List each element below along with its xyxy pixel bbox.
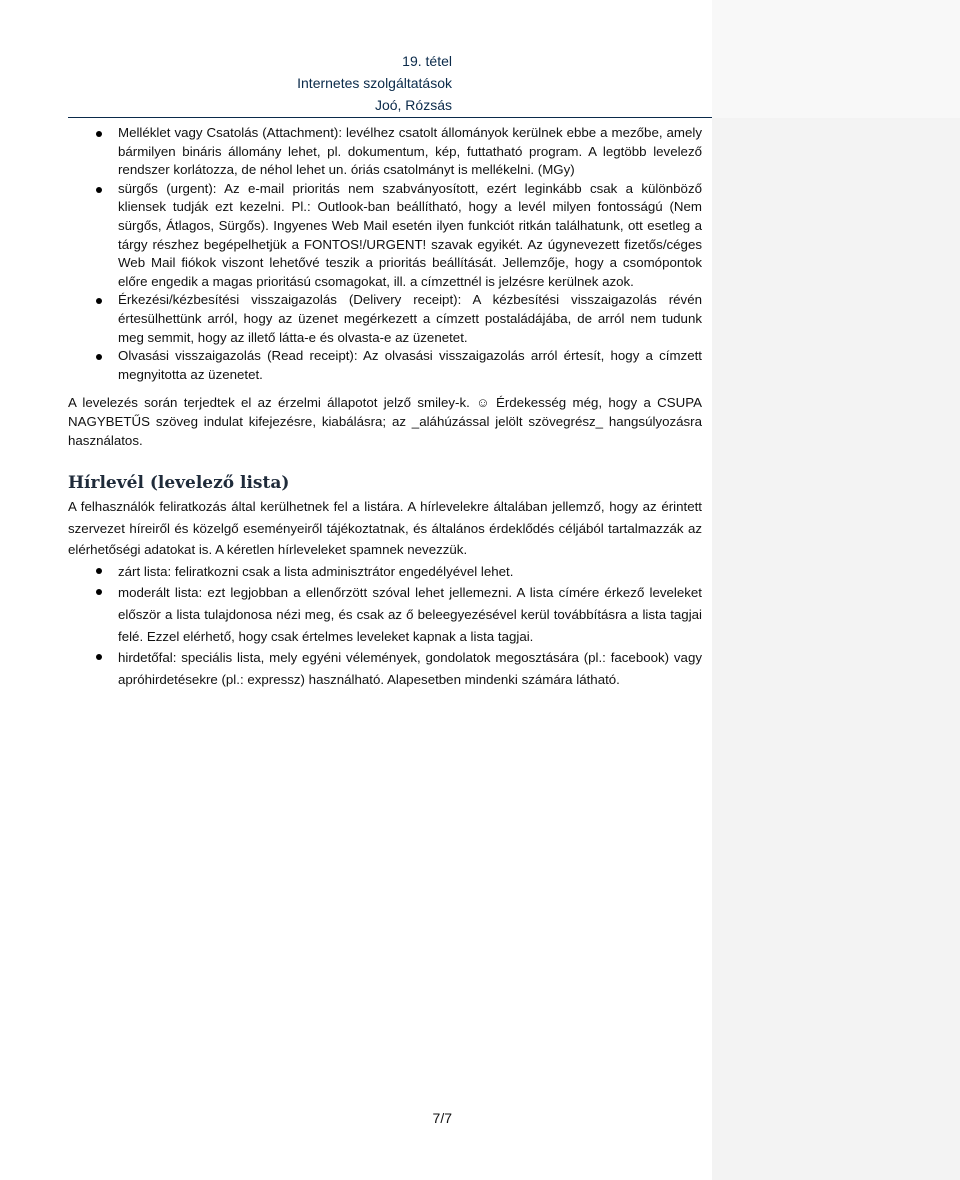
- header-rule: [68, 117, 762, 118]
- comment-margin-header: [712, 0, 960, 118]
- list-item: sürgős (urgent): Az e-mail prioritás nem szabványosított, ezért leginkább csak a különböző kliensek tudják ezt kezelni. Pl.: Outlook-ban beállítható, hogy a levél milyen fontosságú (Nem sürgős, Átlagos, Sürgős). Ingyenes Web Mail esetén ilyen funkciót ritkán találhatunk, ott esetleg a tárgy részhez begépelhetjük a FONTOS!/URGENT! szavak egyikét. Az úgynevezett fizetős/céges Web Mail fiókok viszont lehetővé teszik a prioritás beállítását. Jellemzője, hogy a csomópontok előre engedik a magas prioritású csomagokat, ill. a címzettnél is jelzésre kerülnek azok.: [68, 180, 702, 292]
- bullet-icon: [96, 187, 102, 193]
- list-item: Érkezési/kézbesítési visszaigazolás (Delivery receipt): A kézbesítési visszaigazolás révén értesülhettünk arról, hogy az üzenet megérkezett a címzett postaládájába, de arról nem tudunk meg semmit, hogy az illető látta-e és olvasta-e az üzenetet.: [68, 291, 702, 347]
- list-item: zárt lista: feliratkozni csak a lista adminisztrátor engedélyével lehet.: [68, 561, 702, 583]
- page-header: [297, 50, 452, 116]
- bullet-icon: [96, 654, 102, 660]
- bullet-icon: [96, 131, 102, 137]
- header-authors: Joó, Rózsás: [374, 97, 452, 113]
- list-item: Melléklet vagy Csatolás (Attachment): levélhez csatolt állományok kerülnek ebbe a mezőbe, amely bármilyen bináris állomány lehet, pl. dokumentum, kép, futtatható program. A legtöbb levelező rendszer korlátozza, de néhol lehet un. óriás csatolmányt is mellékelni. (MGy): [68, 124, 702, 180]
- header-topic-number: 19. tétel: [402, 53, 452, 69]
- email-fields-list: [68, 124, 702, 384]
- header-title: Internetes szolgáltatások: [297, 75, 452, 91]
- bullet-icon: [96, 354, 102, 360]
- page-number: 7/7: [432, 1110, 452, 1126]
- section-intro-paragraph: A felhasználók feliratkozás által kerülhetnek fel a listára. A hírlevelekre általában jellemző, hogy az érintett szervezet híreiről és közelgő eseményeiről tájékoztatnak, és általános érdeklődés céljából tartalmazzák az elérhetőségi adatokat is. A kéretlen hírleveleket spamnek nevezzük.: [68, 499, 702, 558]
- document-body: [68, 124, 702, 690]
- smiley-paragraph: A levelezés során terjedtek el az érzelmi állapotot jelző smiley-k. ☺ Érdekesség még, hogy a CSUPA NAGYBETŰS szöveg indulat kifejezésre, kiabálásra; az _aláhúzással jelölt szövegrész_ hangsúlyozásra használatos.: [68, 395, 702, 448]
- section-heading: Hírlevél (levelező lista): [68, 473, 290, 494]
- list-item: Olvasási visszaigazolás (Read receipt): Az olvasási visszaigazolás arról értesít, hogy a címzett megnyitotta az üzenetet.: [68, 347, 702, 384]
- list-item: moderált lista: ezt legjobban a ellenőrzött szóval lehet jellemezni. A lista címére érkező leveleket először a lista tulajdonosa nézi meg, és csak az ő beleegyezésével kerül továbbításra a lista tagjai felé. Ezzel elérhető, hogy csak értelmes leveleket kapnak a lista tagjai.: [68, 582, 702, 647]
- mailing-list-types: [68, 561, 702, 691]
- bullet-icon: [96, 589, 102, 595]
- bullet-icon: [96, 568, 102, 574]
- list-item: hirdetőfal: speciális lista, mely egyéni vélemények, gondolatok megosztására (pl.: facebook) vagy apróhirdetésekre (pl.: expressz) használható. Alapesetben mindenki számára látható.: [68, 647, 702, 690]
- bullet-icon: [96, 298, 102, 304]
- comment-margin-pane: [712, 0, 960, 1180]
